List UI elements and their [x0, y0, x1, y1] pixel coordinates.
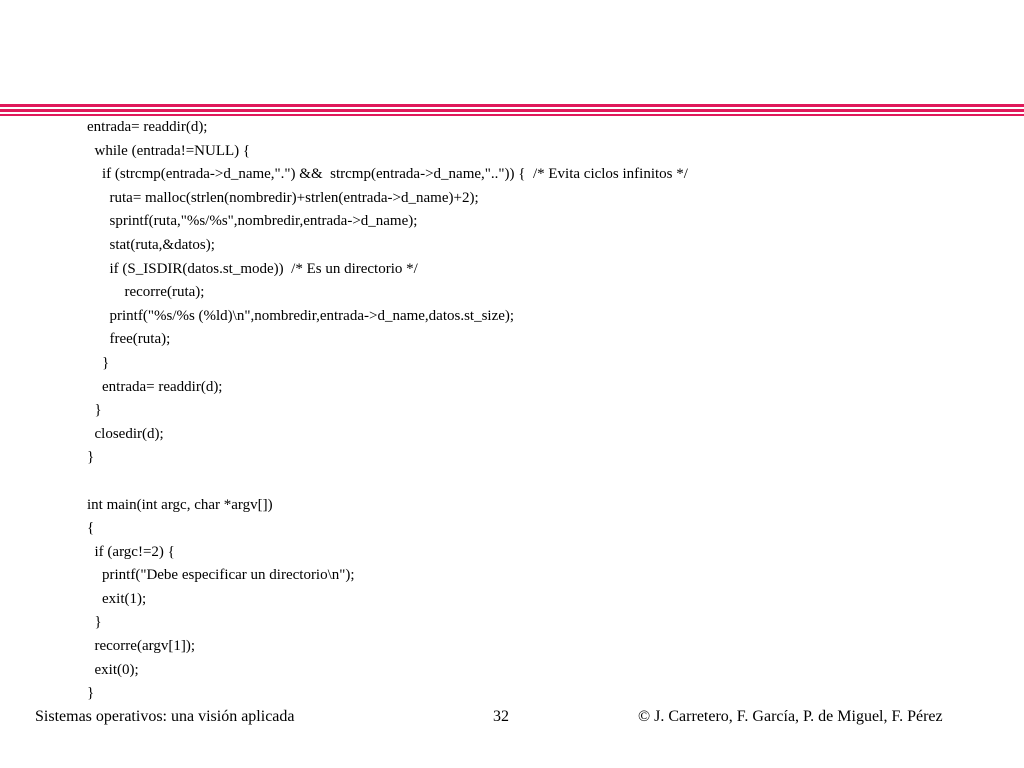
code-line: if (S_ISDIR(datos.st_mode)) /* Es un directorio */ — [87, 260, 418, 277]
code-listing — [87, 116, 688, 706]
code-line: } — [87, 614, 102, 631]
code-line: while (entrada!=NULL) { — [87, 142, 251, 159]
code-line — [87, 470, 688, 494]
code-line: stat(ruta,&datos); — [87, 236, 215, 253]
code-line: entrada= readdir(d); — [87, 119, 208, 135]
footer-page-number: 32 — [493, 708, 509, 725]
code-line: exit(1); — [87, 590, 147, 607]
code-line: exit(0); — [87, 661, 139, 678]
code-line: ruta= malloc(strlen(nombredir)+strlen(entrada->d_name)+2); — [87, 189, 479, 206]
footer-authors: © J. Carretero, F. García, P. de Miguel, F. Pérez — [638, 708, 943, 725]
header-rule-top — [0, 104, 1024, 107]
code-line: free(ruta); — [87, 331, 171, 348]
code-line: } — [87, 354, 110, 371]
code-line: if (strcmp(entrada->d_name,".") && strcmp(entrada->d_name,"..")) { /* Evita ciclos infinitos */ — [87, 166, 688, 183]
code-line: } — [87, 402, 102, 419]
code-line: sprintf(ruta,"%s/%s",nombredir,entrada->d_name); — [87, 213, 418, 230]
code-line: printf("Debe especificar un directorio\n"); — [87, 567, 355, 584]
code-line: entrada= readdir(d); — [87, 378, 223, 395]
code-line: closedir(d); — [87, 425, 164, 442]
code-line: recorre(argv[1]); — [87, 638, 195, 655]
code-line: { — [87, 520, 95, 537]
header-rule-middle — [0, 109, 1024, 112]
code-line: recorre(ruta); — [87, 284, 205, 301]
code-line: int main(int argc, char *argv[]) — [87, 496, 273, 513]
code-line: if (argc!=2) { — [87, 543, 175, 560]
code-line: printf("%s/%s (%ld)\n",nombredir,entrada->d_name,datos.st_size); — [87, 307, 515, 324]
code-line: } — [87, 449, 95, 466]
footer-book-title: Sistemas operativos: una visión aplicada — [35, 708, 295, 725]
code-line: } — [87, 685, 95, 702]
